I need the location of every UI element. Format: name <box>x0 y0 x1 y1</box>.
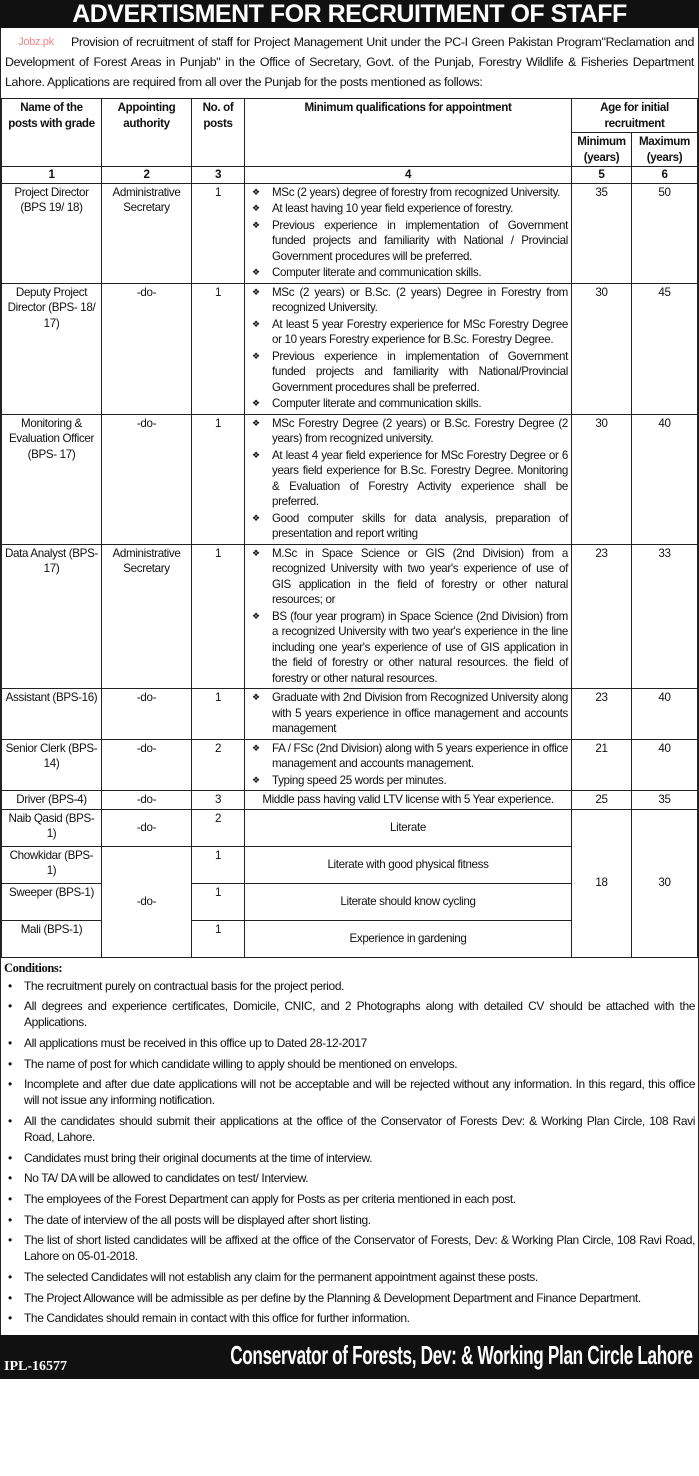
qualification-item: ❖ Previous experience in implementation of Government funded projects and familiarity with National/Provincial Government procedures shall be preferred. <box>248 349 568 396</box>
conditions-section <box>1 958 698 1336</box>
footer-bar <box>0 1335 699 1379</box>
column-number: 1 <box>2 167 102 184</box>
table-row <box>2 791 698 810</box>
post-name: Driver (BPS-4) <box>2 791 102 810</box>
appointing-authority: Administrative Secretary <box>102 183 192 283</box>
qualification-item: ❖ FA / FSc (2nd Division) along with 5 years experience in office management and accounts management. <box>248 741 568 772</box>
table-row <box>2 414 698 544</box>
intro-paragraph <box>1 28 698 98</box>
qualifications: Middle pass having valid LTV license with 5 Year experience. <box>245 791 572 810</box>
ad-reference: IPL-16577 <box>4 1359 67 1375</box>
post-count: 1 <box>192 283 245 414</box>
condition-item: • The list of short listed candidates will be affixed at the office of the Conservator of Forests, Dev: & Working Plan Circle, 108 Ravi Road, Lahore on 05-01-2018. <box>4 1232 695 1264</box>
post-count: 2 <box>192 739 245 791</box>
qualification-item: ❖ Previous experience in implementation of Government funded projects and familiarity with National / Provincial Government procedures will be preferred. <box>248 218 568 265</box>
appointing-authority: -do- <box>102 791 192 810</box>
qualification-list <box>248 741 568 789</box>
post-name: Chowkidar (BPS-1) <box>2 846 102 883</box>
min-age: 18 <box>571 809 631 957</box>
ad-body <box>0 28 699 1335</box>
qualifications <box>245 414 572 544</box>
qualifications <box>245 283 572 414</box>
table-row <box>2 283 698 414</box>
qualifications: Experience in gardening <box>245 920 572 957</box>
post-name: Assistant (BPS-16) <box>2 689 102 740</box>
qualification-list <box>248 185 568 281</box>
ad-title: ADVERTISMENT FOR RECRUITMENT OF STAFF <box>0 0 699 28</box>
qualification-list <box>248 690 568 737</box>
qualification-item: ❖ Computer literate and communication skills. <box>248 265 568 281</box>
qualifications <box>245 183 572 283</box>
post-name: Naib Qasid (BPS-1) <box>2 809 102 846</box>
max-age: 40 <box>631 414 697 544</box>
min-age: 30 <box>571 414 631 544</box>
column-number: 3 <box>192 167 245 184</box>
condition-item: • The recruitment purely on contractual basis for the project period. <box>4 978 695 994</box>
intro-text: Provision of recruitment of staff for Project Management Unit under the PC-I Green Pakistan Program"Reclamation and Development of Forest Areas in Punjab" in the Office of Secretary, Govt. of the Punjab, Forestry Wildlife & Fisheries Department Lahore. Applications are required from all over the Punjab for the posts mentioned as follows: <box>5 35 694 89</box>
min-age: 25 <box>571 791 631 810</box>
appointing-authority: -do- <box>102 283 192 414</box>
qualification-item: ❖ Typing speed 25 words per minutes. <box>248 773 568 789</box>
condition-item: • The selected Candidates will not establish any claim for the permanent appointment against these posts. <box>4 1269 695 1285</box>
header-qualification: Minimum qualifications for appointment <box>245 99 572 167</box>
post-count: 3 <box>192 791 245 810</box>
header-min: Minimum (years) <box>571 133 631 167</box>
min-age: 30 <box>571 283 631 414</box>
appointing-authority: -do- <box>102 846 192 957</box>
header-posts: No. of posts <box>192 99 245 167</box>
qualification-item: ❖ Computer literate and communication skills. <box>248 396 568 412</box>
header-name: Name of the posts with grade <box>2 99 102 167</box>
max-age: 30 <box>631 809 697 957</box>
condition-item: • Candidates must bring their original documents at the time of interview. <box>4 1150 695 1166</box>
qualification-item: ❖ At least 5 year Forestry experience for MSc Forestry Degree or 10 years Forestry experience for B.Sc. Forestry Degree. <box>248 317 568 348</box>
table-row <box>2 739 698 791</box>
qualification-item: ❖ MSc Forestry Degree (2 years) or B.Sc. Forestry Degree (2 years) from recognized university. <box>248 416 568 447</box>
condition-item: • The name of post for which candidate willing to apply should be mentioned on envelops. <box>4 1056 695 1072</box>
condition-item: • The Candidates should remain in contact with this office for further information. <box>4 1310 695 1326</box>
qualification-item: ❖ Graduate with 2nd Division from Recognized University along with 5 years experience in office management and accounts management <box>248 690 568 737</box>
post-count: 1 <box>192 846 245 883</box>
post-name: Sweeper (BPS-1) <box>2 883 102 920</box>
qualification-list <box>248 416 568 542</box>
appointing-authority: -do- <box>102 689 192 740</box>
post-count: 1 <box>192 883 245 920</box>
qualification-item: ❖ MSc (2 years) degree of forestry from recognized University. <box>248 185 568 201</box>
appointing-authority: -do- <box>102 809 192 846</box>
post-name: Project Director (BPS 19/ 18) <box>2 183 102 283</box>
table-row <box>2 544 698 689</box>
post-name: Senior Clerk (BPS-14) <box>2 739 102 791</box>
condition-item: • All degrees and experience certificates, Domicile, CNIC, and 2 Photographs along with detailed CV should be attached with the Applications. <box>4 998 695 1030</box>
condition-item: • The Project Allowance will be admissible as per define by the Planning & Development Department and Finance Department. <box>4 1290 695 1306</box>
qualifications <box>245 689 572 740</box>
appointing-authority: -do- <box>102 739 192 791</box>
post-count: 1 <box>192 544 245 689</box>
post-name: Data Analyst (BPS-17) <box>2 544 102 689</box>
table-row <box>2 809 698 846</box>
qualification-item: ❖ At least 4 year field experience for MSc Forestry Degree or 6 years field experience for B.Sc. Forestry Degree. Monitoring & Evaluation of Forestry Activity experience shall be preferred. <box>248 448 568 510</box>
qualification-list <box>248 285 568 412</box>
min-age: 23 <box>571 689 631 740</box>
column-number-row <box>2 167 698 184</box>
qualification-item: ❖ M.Sc in Space Science or GIS (2nd Division) from a recognized University with two year's experience of use of GIS application in the field of forestry or other natural resources; or <box>248 546 568 608</box>
max-age: 40 <box>631 739 697 791</box>
conditions-heading: Conditions: <box>4 960 63 975</box>
condition-item: • All applications must be received in this office up to Dated 28-12-2017 <box>4 1035 695 1051</box>
post-count: 2 <box>192 809 245 846</box>
appointing-authority: -do- <box>102 414 192 544</box>
post-name: Mali (BPS-1) <box>2 920 102 957</box>
max-age: 33 <box>631 544 697 689</box>
table-row <box>2 689 698 740</box>
header-max: Maximum (years) <box>631 133 697 167</box>
max-age: 45 <box>631 283 697 414</box>
posts-table <box>1 98 698 958</box>
post-name: Monitoring & Evaluation Officer (BPS- 17) <box>2 414 102 544</box>
condition-item: • The employees of the Forest Department can apply for Posts as per criteria mentioned in each post. <box>4 1191 695 1207</box>
condition-item: • The date of interview of the all posts will be displayed after short listing. <box>4 1212 695 1228</box>
qualifications: Literate <box>245 809 572 846</box>
post-count: 1 <box>192 920 245 957</box>
max-age: 35 <box>631 791 697 810</box>
min-age: 21 <box>571 739 631 791</box>
watermark: Jobz.pk <box>18 36 54 48</box>
condition-item: • No TA/ DA will be allowed to candidates on test/ Interview. <box>4 1170 695 1186</box>
condition-item: • Incomplete and after due date applications will not be acceptable and will be rejected without any information. In this regard, this office will not issue any informing notification. <box>4 1076 695 1108</box>
max-age: 40 <box>631 689 697 740</box>
table-body <box>2 183 698 957</box>
qualification-item: ❖ At least having 10 year field experience of forestry. <box>248 201 568 217</box>
qualification-list <box>248 546 568 687</box>
condition-item: • All the candidates should submit their applications at the office of the Conservator of Forests Dev: & Working Plan Circle, 108 Ravi Road, Lahore. <box>4 1113 695 1145</box>
qualifications <box>245 544 572 689</box>
header-age: Age for initial recruitment <box>571 99 697 133</box>
column-number: 4 <box>245 167 572 184</box>
column-number: 6 <box>631 167 697 184</box>
qualification-item: ❖ MSc (2 years) or B.Sc. (2 years) Degree in Forestry from recognized University. <box>248 285 568 316</box>
post-count: 1 <box>192 414 245 544</box>
table-row <box>2 183 698 283</box>
post-count: 1 <box>192 183 245 283</box>
qualification-item: ❖ Good computer skills for data analysis, preparation of presentation and report writing <box>248 511 568 542</box>
min-age: 35 <box>571 183 631 283</box>
qualification-item: ❖ BS (four year program) in Space Science (2nd Division) from a recognized University with two year's experience in the line including one year's experience of use of GIS application in the field of forestry or other natural resources. the field of forestry or other natural resources. <box>248 609 568 687</box>
post-count: 1 <box>192 689 245 740</box>
conditions-list <box>4 978 695 1327</box>
column-number: 5 <box>571 167 631 184</box>
header-authority: Appointing authority <box>102 99 192 167</box>
max-age: 50 <box>631 183 697 283</box>
issuing-office: Conservator of Forests, Dev: & Working Plan Circle Lahore <box>230 1340 693 1371</box>
post-name: Deputy Project Director (BPS- 18/ 17) <box>2 283 102 414</box>
column-number: 2 <box>102 167 192 184</box>
qualifications: Literate should know cycling <box>245 883 572 920</box>
appointing-authority: Administrative Secretary <box>102 544 192 689</box>
qualifications <box>245 739 572 791</box>
qualifications: Literate with good physical fitness <box>245 846 572 883</box>
min-age: 23 <box>571 544 631 689</box>
